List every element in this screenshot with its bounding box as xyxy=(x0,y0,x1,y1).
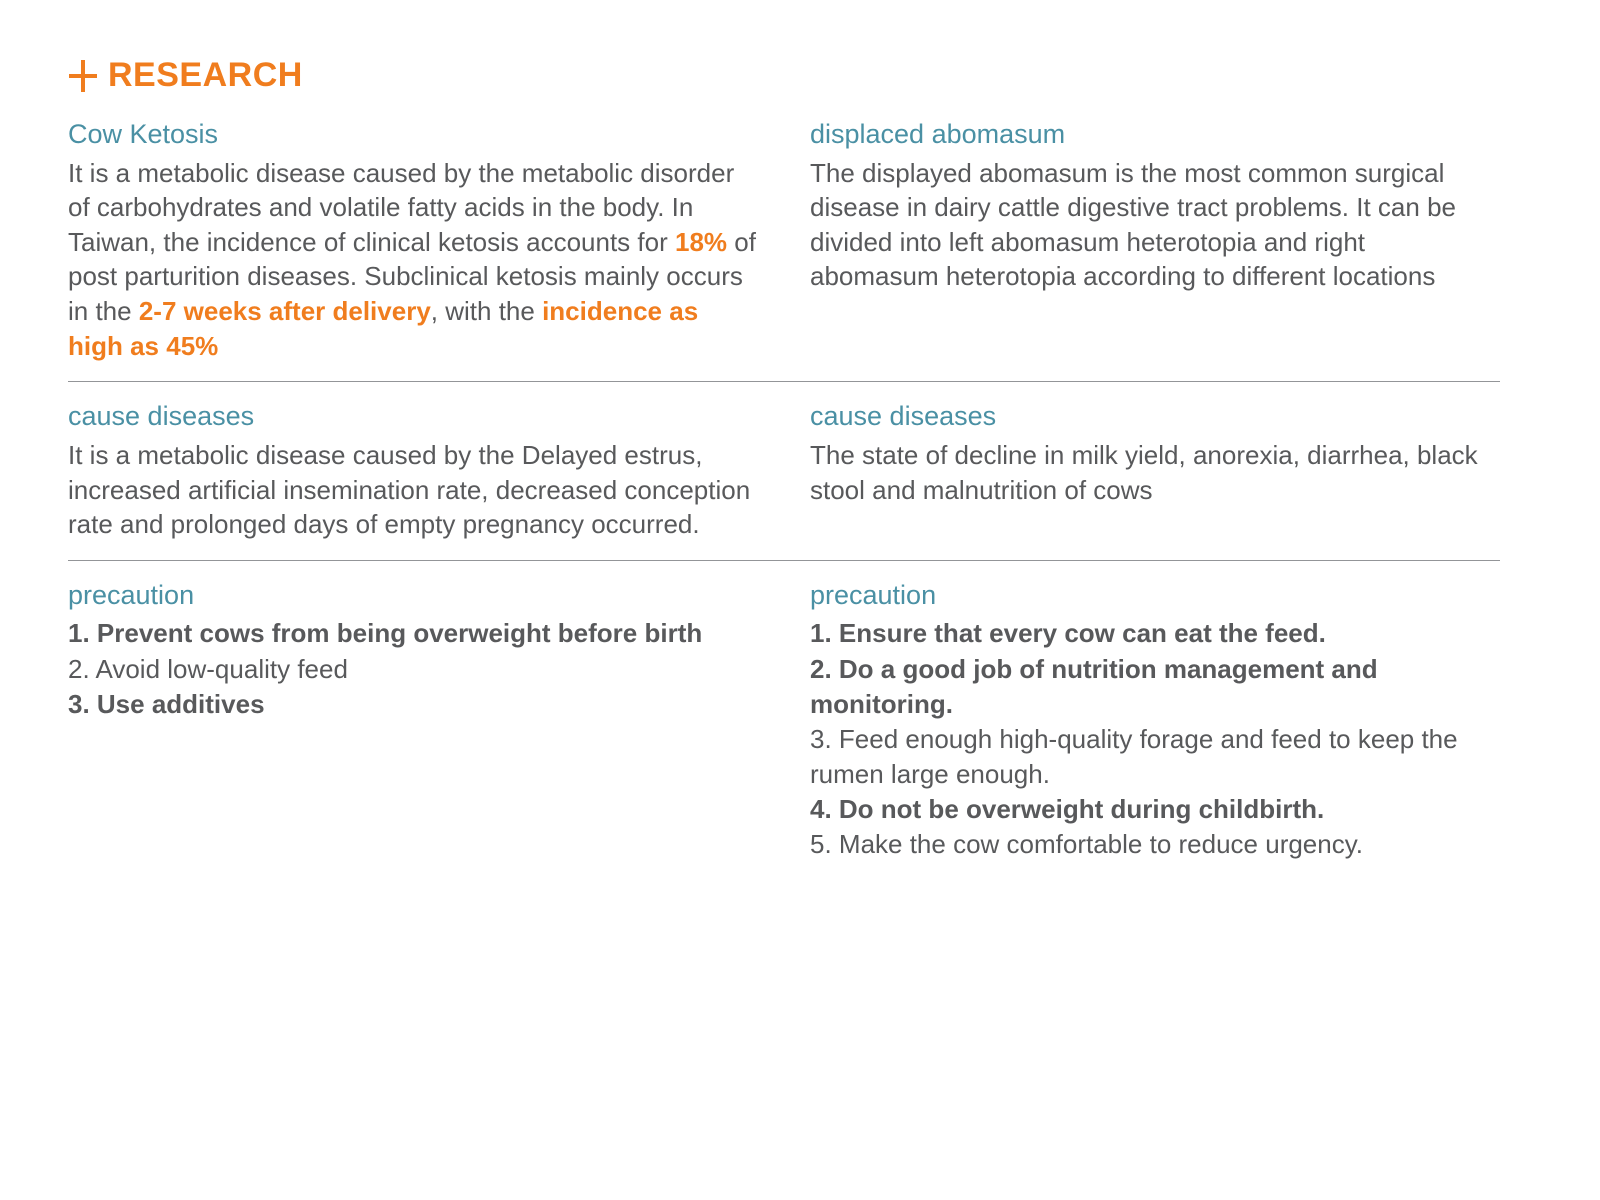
list-item: 2. Do a good job of nutrition management and monitoring. xyxy=(810,653,1378,719)
body-run: The displayed abomasum is the most common surgical disease in dairy cattle digestive tract problems. It can be divided into left abomasum heterotopia and right abomasum heterotopia according to different locations xyxy=(810,157,1456,292)
body-run: It is a metabolic disease caused by the Delayed estrus, increased artificial insemination rate, decreased conception rate and prolonged days of empty pregnancy occurred. xyxy=(68,439,751,540)
section-precaution-right xyxy=(810,579,1500,878)
section-cause-diseases-left xyxy=(68,400,758,557)
section-title: precaution xyxy=(810,579,937,610)
list-item: 3. Use additives xyxy=(68,688,265,719)
divider xyxy=(68,381,1500,382)
section-title: precaution xyxy=(68,579,195,610)
section-cause-diseases-right xyxy=(810,400,1500,557)
body-highlight: incidence as high as 45% xyxy=(68,296,699,361)
list-item: 1. Prevent cows from being overweight before birth xyxy=(68,618,703,649)
body-highlight: 2-7 weeks after delivery xyxy=(138,296,431,327)
page-header xyxy=(68,58,1500,92)
section-title: Cow Ketosis xyxy=(68,119,219,149)
page-title: RESEARCH xyxy=(108,56,303,94)
section-body xyxy=(810,438,1500,507)
body-run: It is a metabolic disease caused by the metabolic disorder of carbohydrates and volatile fatty acids in the body. In Taiwan, the incidence of clinical ketosis accounts for xyxy=(68,157,735,257)
section-title: cause diseases xyxy=(810,401,997,432)
list-item: 1. Ensure that every cow can eat the feed. xyxy=(810,618,1326,649)
list-item: 3. Feed enough high-quality forage and feed to keep the rumen large enough. xyxy=(810,723,1458,789)
list-item: 4. Do not be overweight during childbirth. xyxy=(810,793,1325,824)
section-displaced-abomasum xyxy=(810,118,1500,379)
body-run: The state of decline in milk yield, anorexia, diarrhea, black stool and malnutrition of cows xyxy=(810,439,1478,505)
section-body xyxy=(68,156,758,363)
body-run: of post parturition diseases. Subclinical ketosis mainly occurs in the xyxy=(68,226,756,327)
body-run: , with the xyxy=(430,296,543,327)
content-grid xyxy=(68,118,1500,878)
section-body xyxy=(810,156,1500,294)
plus-icon xyxy=(68,58,98,92)
section-title: displaced abomasum xyxy=(810,119,1066,149)
section-body xyxy=(68,438,758,542)
divider xyxy=(68,560,1500,561)
section-cow-ketosis xyxy=(68,118,758,379)
list-item: 5. Make the cow comfortable to reduce urgency. xyxy=(810,829,1364,860)
section-precaution-left xyxy=(68,579,758,878)
section-title: cause diseases xyxy=(68,401,255,432)
body-highlight: 18% xyxy=(674,226,728,257)
list-item: 2. Avoid low-quality feed xyxy=(68,653,348,684)
